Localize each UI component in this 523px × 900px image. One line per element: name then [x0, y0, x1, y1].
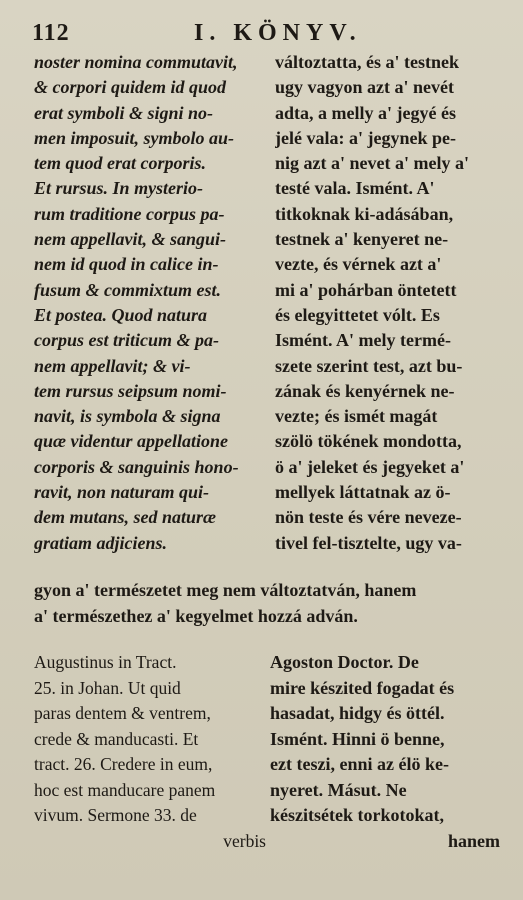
- hungarian-line: szölö tökének mondotta,: [275, 431, 462, 452]
- hungarian-line: mire készited fogadat és: [270, 677, 455, 698]
- page-header: [32, 20, 483, 52]
- margin-note-line: vivum. Sermone 33. de: [34, 805, 197, 825]
- latin-line: nem id quod in calice in-: [34, 254, 219, 275]
- hungarian-line: tivel fel-tisztelte, ugy va-: [275, 532, 462, 553]
- latin-column: [34, 50, 266, 556]
- margin-note-column: [34, 650, 266, 854]
- hungarian-line: ö a' jeleket és jegyeket a': [275, 456, 465, 477]
- latin-line: navit, is symbola & signa: [34, 406, 221, 427]
- latin-line: nem appellavit, & sangui-: [34, 229, 227, 250]
- latin-line: Et postea. Quod natura: [34, 304, 208, 325]
- hungarian-line: vezte; és ismét magát: [275, 406, 438, 427]
- hungarian-column: [275, 50, 501, 556]
- latin-line: erat symboli & signi no-: [34, 102, 214, 123]
- hungarian-line: hanem: [447, 830, 500, 851]
- full-width-paragraph-end: [34, 578, 500, 629]
- hungarian-line: testnek a' kenyeret ne-: [275, 229, 449, 250]
- hungarian-line: Agoston Doctor. De: [270, 652, 419, 672]
- latin-line: ravit, non naturam qui-: [34, 482, 210, 503]
- margin-note-line: paras dentem & ventrem,: [34, 703, 211, 723]
- latin-line: tem quod erat corporis.: [34, 153, 207, 174]
- hungarian-line: hasadat, hidgy és öttél.: [270, 703, 445, 723]
- hungarian-line: készitsétek torkotokat,: [270, 805, 444, 825]
- running-title: I. KÖNYV.: [194, 20, 362, 46]
- latin-line: dem mutans, sed naturæ: [34, 507, 217, 528]
- hungarian-line: mi a' pohárban öntetett: [275, 279, 457, 300]
- hungarian-line: Ismént. A' mely termé-: [275, 330, 451, 351]
- hungarian-line: nön teste és vére neveze-: [275, 507, 462, 528]
- full-width-line: a' természethez a' kegyelmet hozzá adván.: [34, 605, 358, 626]
- hungarian-column-2: [270, 650, 500, 854]
- latin-line: fusum & commixtum est.: [34, 279, 222, 300]
- hungarian-line: jelé vala: a' jegynek pe-: [275, 127, 456, 148]
- margin-note-line: tract. 26. Credere in eum,: [34, 754, 213, 774]
- hungarian-line: titkoknak ki-adásában,: [275, 203, 454, 224]
- latin-line: Et rursus. In mysterio-: [34, 178, 204, 199]
- margin-note-line: crede & manducasti. Et: [34, 728, 199, 749]
- latin-line: noster nomina commutavit,: [34, 52, 238, 72]
- margin-note-line: 25. in Johan. Ut quid: [34, 677, 181, 698]
- margin-note-line: verbis: [223, 830, 266, 851]
- hungarian-line: mellyek láttatnak az ö-: [275, 482, 451, 503]
- hungarian-line: és elegyittetet vólt. Es: [275, 304, 440, 325]
- hungarian-line: ugy vagyon azt a' nevét: [275, 77, 454, 98]
- full-width-line: gyon a' természetet meg nem változtatván, hanem: [34, 580, 417, 600]
- margin-note-line: hoc est manducare panem: [34, 779, 216, 800]
- latin-line: quæ videntur appellatione: [34, 431, 229, 452]
- hungarian-line: nig azt a' nevet a' mely a': [275, 153, 469, 174]
- hungarian-line: szete szerint test, azt bu-: [275, 355, 463, 376]
- latin-line: tem rursus seipsum nomi-: [34, 380, 227, 401]
- latin-line: rum traditione corpus pa-: [34, 203, 225, 224]
- hungarian-line: adta, a melly a' jegyé és: [275, 102, 456, 123]
- hungarian-line: Ismént. Hinni ö benne,: [270, 728, 445, 749]
- latin-line: gratiam adjiciens.: [34, 532, 168, 553]
- latin-line: corporis & sanguinis hono-: [34, 456, 239, 477]
- hungarian-line: zának és kenyérnek ne-: [275, 380, 455, 401]
- hungarian-line: változtatta, és a' testnek: [275, 52, 459, 72]
- hungarian-line: nyeret. Másut. Ne: [270, 779, 407, 800]
- latin-line: & corpori quidem id quod: [34, 77, 227, 98]
- hungarian-line: ezt teszi, enni az élö ke-: [270, 754, 449, 774]
- latin-line: men imposuit, symbolo au-: [34, 127, 235, 148]
- hungarian-line: vezte, és vérnek azt a': [275, 254, 442, 275]
- latin-line: corpus est triticum & pa-: [34, 330, 220, 351]
- latin-line: nem appellavit; & vi-: [34, 355, 191, 376]
- margin-note-line: Augustinus in Tract.: [34, 652, 177, 672]
- hungarian-line: testé vala. Ismént. A': [275, 178, 435, 199]
- page-number: 112: [32, 20, 70, 46]
